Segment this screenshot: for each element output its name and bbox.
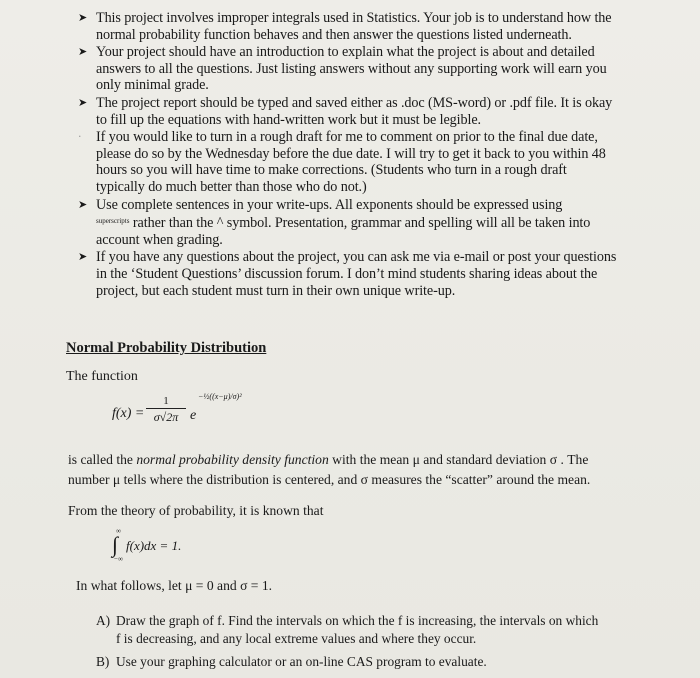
formula-fraction [146, 395, 186, 424]
fraction-numerator: 1 [163, 395, 169, 407]
integral-sign: ∫ [112, 532, 119, 557]
question-label: B) [96, 654, 110, 669]
bullet-text: If you would like to turn in a rough draft for me to comment on prior to the final due date, please do so by the Wednesday before the due date. I will try to get it back to you within 48 hours so you will have time to make corrections. (Students who turn in a rough draft typically do much better than those who do not.) [96, 129, 606, 195]
integral-formula [112, 527, 232, 570]
text-run: is called the [68, 452, 137, 467]
instructions-list [78, 10, 618, 300]
density-description [68, 450, 628, 490]
list-item [78, 129, 618, 195]
question-label: A) [96, 613, 111, 628]
theory-statement: From the theory of probability, it is known that [68, 503, 324, 518]
exponential-base: e [190, 408, 197, 423]
list-item [78, 10, 618, 43]
text-run: with the mean μ and standard deviation σ . The number μ tells where the distribution is centered, and σ measures the “scatter” around the mean. [68, 452, 591, 487]
bullet-text: The project report should be typed and saved either as .doc (MS-word) or .pdf file. It is okay to fill up the equations with hand-written work but it must be legible. [96, 94, 613, 128]
bullet-text: This project involves improper integrals used in Statistics. Your job is to understand how the normal probability function behaves and then answer the questions listed underneath. [96, 10, 612, 43]
list-item [78, 197, 618, 249]
upper-limit: ∞ [116, 527, 121, 535]
list-item [78, 95, 618, 128]
list-item [78, 249, 618, 299]
arrow-bullet-icon: ➤ [78, 95, 88, 109]
question-item [96, 653, 606, 671]
integrand: f(x)dx = 1. [126, 538, 182, 553]
fraction-bar [146, 408, 186, 409]
superscript-note: superscripts [96, 217, 130, 226]
bullet-text: If you have any questions about the project, you can ask me via e-mail or post your questions in the ‘Student Questions’ discussion forum. I don’t mind students sharing ideas about the project, but each student must turn in their own unique write-up. [96, 249, 617, 299]
question-item [96, 612, 606, 648]
function-intro: The function [66, 369, 138, 384]
question-text: Use your graphing calculator or an on-line CAS program to evaluate. [116, 654, 487, 669]
question-text: Draw the graph of f. Find the intervals on which the f is increasing, the intervals on which f is decreasing, and any local extreme values and where they occur. [116, 613, 599, 646]
normal-density-formula [112, 390, 312, 440]
bullet-text: Your project should have an introduction to explain what the project is about and detailed answers to all the questions. Just listing answers without any supporting work will earn you only minimal grade. [96, 44, 607, 94]
parameter-statement: In what follows, let μ = 0 and σ = 1. [76, 578, 273, 593]
emphasis-term: normal probability density function [136, 452, 329, 467]
section-heading: Normal Probability Distribution [66, 340, 267, 356]
arrow-bullet-icon: ➤ [78, 11, 88, 24]
arrow-bullet-icon: ➤ [78, 45, 88, 59]
arrow-bullet-icon: ➤ [78, 197, 88, 211]
lower-limit: −∞ [114, 555, 123, 563]
exponent: −½((x−μ)/σ)² [198, 392, 242, 401]
formula-lhs: f(x) = [112, 406, 145, 421]
dot-bullet-icon: · [78, 130, 82, 144]
list-item [78, 44, 618, 94]
bullet-text-continued: rather than the ^ symbol. Presentation, grammar and spelling will all be taken into account when grading. [96, 215, 591, 248]
bullet-text: Use complete sentences in your write-ups. All exponents should be expressed using [96, 196, 563, 213]
fraction-denominator: σ√2π [153, 410, 179, 424]
arrow-bullet-icon: ➤ [78, 250, 88, 264]
